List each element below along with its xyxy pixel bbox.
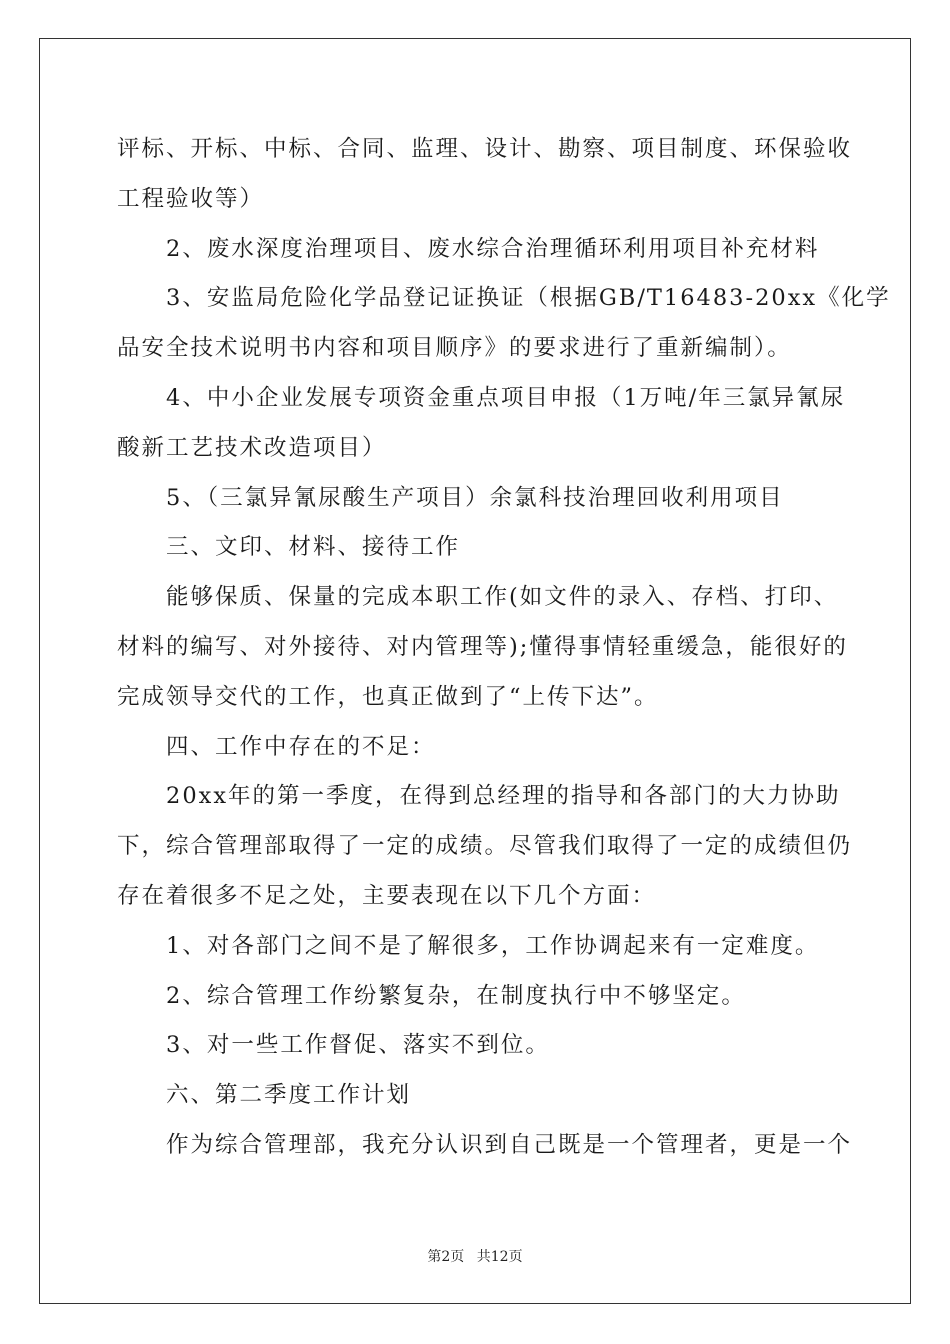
paragraph-line: 2、综合管理工作纷繁复杂，在制度执行中不够坚定。 (166, 982, 746, 1009)
paragraph-line: 2、废水深度治理项目、废水综合治理循环利用项目补充材料 (166, 235, 820, 262)
paragraph-line: 3、对一些工作督促、落实不到位。 (166, 1032, 550, 1059)
paragraph-line: 3、安监局危险化学品登记证换证（根据GB/T16483-20xx《化学 (166, 285, 891, 312)
paragraph-line: 四、工作中存在的不足： (166, 733, 436, 760)
paragraph-line: 评标、开标、中标、合同、监理、设计、勘察、项目制度、环保验收 (117, 136, 853, 162)
page-footer (0, 1246, 950, 1266)
paragraph-line: 4、中小企业发展专项资金重点项目申报（1万吨/年三氯异氰尿 (166, 384, 846, 411)
paragraph-line: 品安全技术说明书内容和项目顺序》的要求进行了重新编制）。 (117, 335, 792, 362)
paragraph-line: 材料的编写、对外接待、对内管理等);懂得事情轻重缓急，能很好的 (117, 633, 848, 660)
paragraph-line: 下，综合管理部取得了一定的成绩。尽管我们取得了一定的成绩但仍 (117, 833, 853, 860)
paragraph-line: 作为综合管理部，我充分认识到自己既是一个管理者，更是一个 (166, 1131, 853, 1158)
page-total: 共12页 (476, 1249, 523, 1265)
page-number: 第2页 (427, 1249, 465, 1265)
paragraph-line: 六、第二季度工作计划 (166, 1082, 412, 1109)
paragraph-line: 酸新工艺技术改造项目） (117, 434, 387, 461)
paragraph-line: 工程验收等） (117, 185, 265, 212)
paragraph-line: 存在着很多不足之处，主要表现在以下几个方面： (117, 882, 657, 909)
paragraph-line: 能够保质、保量的完成本职工作(如文件的录入、存档、打印、 (166, 584, 839, 611)
paragraph-line: 完成领导交代的工作，也真正做到了“上传下达”。 (117, 683, 659, 710)
document-body (117, 125, 891, 1171)
paragraph-line: 5、（三氯异氰尿酸生产项目）余氯科技治理回收利用项目 (166, 484, 784, 511)
paragraph-line: 三、文印、材料、接待工作 (166, 534, 461, 561)
paragraph-line: 1、对各部门之间不是了解很多，工作协调起来有一定难度。 (166, 932, 820, 959)
paragraph-line: 20xx年的第一季度，在得到总经理的指导和各部门的大力协助 (166, 783, 841, 810)
